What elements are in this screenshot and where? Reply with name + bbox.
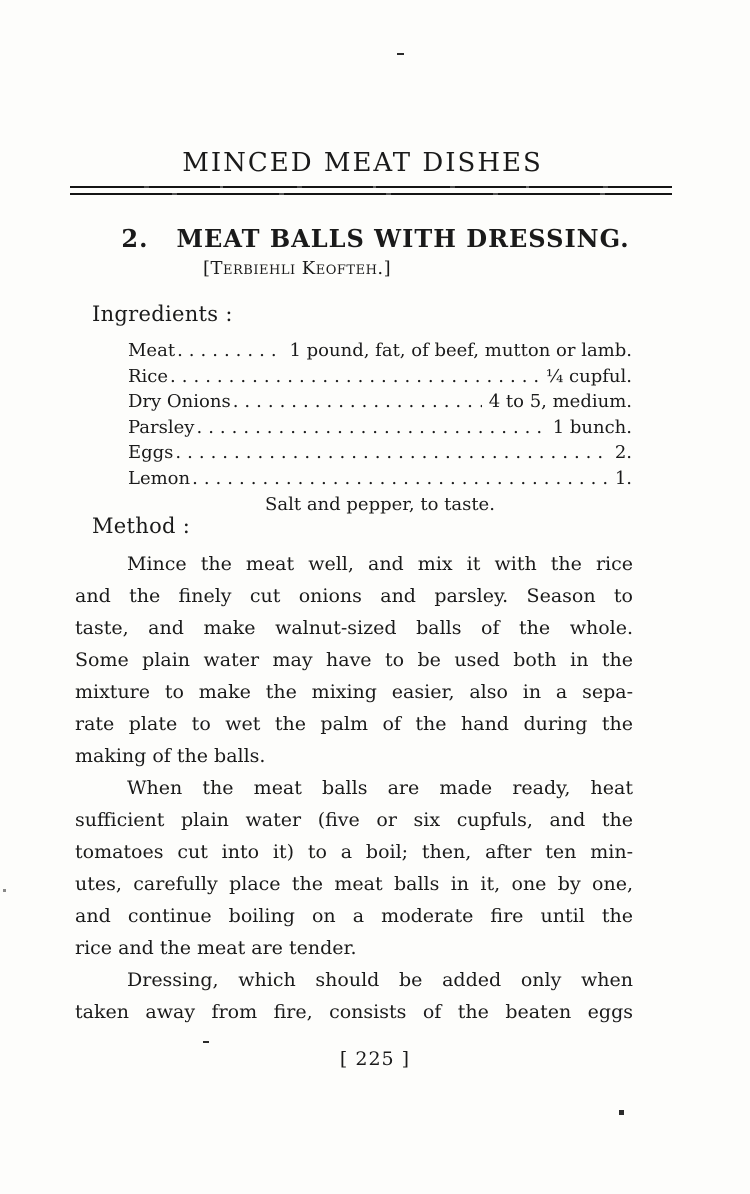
header-double-rule bbox=[70, 186, 672, 195]
method-body bbox=[75, 548, 633, 1028]
method-line: rice and the meat are tender. bbox=[75, 937, 357, 959]
rule-line-bottom bbox=[70, 193, 672, 195]
ingredient-name: Lemon bbox=[128, 467, 191, 489]
ingredient-amount: 2. bbox=[614, 442, 632, 463]
method-line: tomatoes cut into it) to a boil; then, after ten min- bbox=[75, 841, 633, 863]
method-line: taken away from fire, consists of the beaten eggs bbox=[75, 1001, 633, 1023]
recipe-subtitle: [Terbiehli Keofteh.] bbox=[203, 258, 392, 279]
ingredients-rows bbox=[128, 338, 632, 491]
method-line: rate plate to wet the palm of the hand during the bbox=[75, 713, 633, 735]
ingredient-amount: 4 to 5, medium. bbox=[488, 391, 632, 412]
dot-leader bbox=[231, 389, 482, 415]
ingredient-row bbox=[128, 389, 632, 415]
ingredient-row bbox=[128, 364, 632, 390]
ingredient-amount: 1. bbox=[614, 467, 632, 489]
dot-leader bbox=[173, 440, 607, 466]
method-line: Dressing, which should be added only when bbox=[127, 969, 633, 991]
recipe-title-text: MEAT BALLS WITH DRESSING. bbox=[176, 224, 630, 253]
method-paragraph bbox=[75, 772, 633, 964]
rule-line-top bbox=[70, 186, 672, 188]
scan-speck bbox=[203, 1041, 209, 1043]
method-paragraph bbox=[75, 548, 633, 772]
method-line: Some plain water may have to be used both in the bbox=[75, 649, 633, 671]
method-label: Method : bbox=[92, 514, 191, 538]
ingredients-label: Ingredients : bbox=[92, 302, 233, 326]
method-line: and the finely cut onions and parsley. Season to bbox=[75, 585, 633, 607]
ingredient-name: Eggs bbox=[128, 442, 174, 463]
method-paragraph bbox=[75, 964, 633, 1028]
ingredient-row bbox=[128, 466, 632, 492]
method-line: making of the balls. bbox=[75, 745, 266, 767]
ingredient-name: Dry Onions bbox=[128, 391, 231, 412]
ingredient-amount: ¼ cupful. bbox=[545, 365, 632, 387]
method-line: mixture to make the mixing easier, also in a sepa- bbox=[75, 681, 633, 703]
scan-speck bbox=[619, 1110, 624, 1115]
ingredient-name: Rice bbox=[128, 365, 169, 387]
ingredient-row bbox=[128, 338, 632, 364]
method-line: Mince the meat well, and mix it with the rice bbox=[127, 553, 633, 575]
page-number: [ 225 ] bbox=[339, 1048, 411, 1070]
ingredient-row bbox=[128, 440, 632, 466]
method-line: and continue boiling on a moderate fire until the bbox=[75, 905, 633, 927]
method-line: When the meat balls are made ready, heat bbox=[127, 777, 633, 799]
method-line: sufficient plain water (five or six cupfuls, and the bbox=[75, 809, 633, 831]
ingredient-name: Parsley bbox=[128, 416, 195, 438]
ingredients-list bbox=[128, 338, 632, 518]
dot-leader bbox=[168, 364, 539, 390]
ingredient-amount: 1 bunch. bbox=[552, 416, 632, 438]
ingredient-name: Meat bbox=[128, 340, 176, 361]
method-line: utes, carefully place the meat balls in it, one by one, bbox=[75, 873, 633, 895]
running-head: MINCED MEAT DISHES bbox=[182, 148, 543, 178]
method-line: taste, and make walnut-sized balls of the whole. bbox=[75, 617, 633, 639]
ingredient-amount: 1 pound, fat, of beef, mutton or lamb. bbox=[289, 340, 632, 361]
dot-leader bbox=[194, 415, 545, 441]
scan-speck bbox=[3, 889, 6, 892]
recipe-title bbox=[88, 224, 663, 253]
scan-speck bbox=[397, 53, 404, 55]
dot-leader bbox=[175, 338, 282, 364]
dot-leader bbox=[190, 466, 608, 492]
ingredients-note: Salt and pepper, to taste. bbox=[265, 494, 495, 515]
ingredient-row bbox=[128, 415, 632, 441]
recipe-number: 2. bbox=[121, 224, 149, 253]
